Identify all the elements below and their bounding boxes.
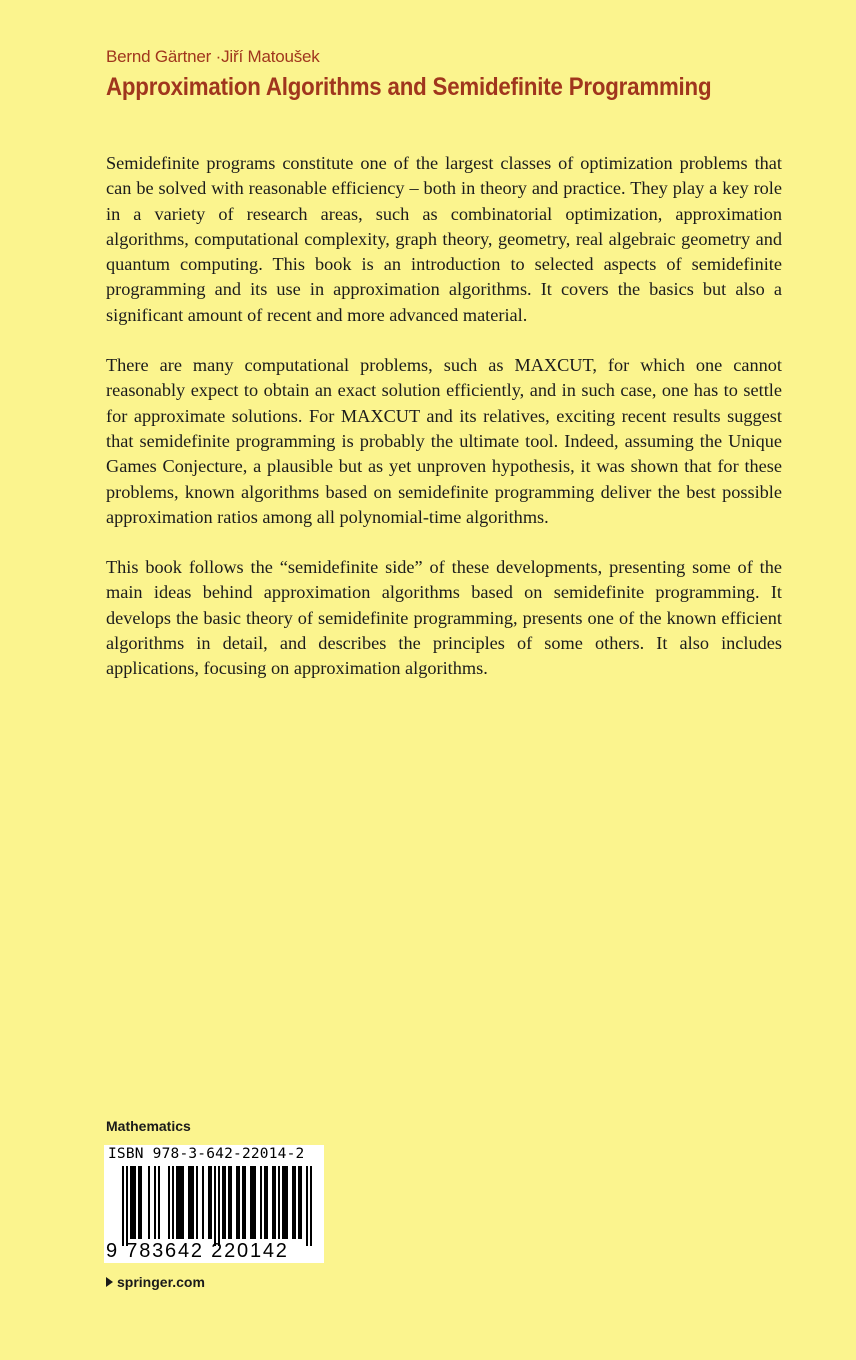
barcode-bar bbox=[238, 1166, 240, 1239]
barcode-bar bbox=[122, 1166, 124, 1246]
ean-digits: 9 783642 220142 bbox=[106, 1240, 289, 1262]
publisher-link-label: springer.com bbox=[117, 1274, 205, 1290]
barcode-bar bbox=[298, 1166, 300, 1239]
barcode-bar bbox=[158, 1166, 160, 1239]
barcode-bar bbox=[252, 1166, 254, 1239]
barcode-bar bbox=[286, 1166, 288, 1239]
barcode-bar bbox=[294, 1166, 296, 1239]
barcode-bar bbox=[292, 1166, 294, 1239]
author-names: Bernd Gärtner ·Jiří Matoušek bbox=[106, 47, 320, 66]
barcode-bar bbox=[214, 1166, 216, 1246]
publisher-link[interactable] bbox=[106, 1274, 205, 1290]
blurb-paragraph-3: This book follows the “semidefinite side” of these developments, presenting some of the main ideas behind approximation algorithms based on semidefinite programming. It develops the basic theory of semidefinite programming, presents one of the known efficient algorithms in detail, and describes the principles of some others. It also includes applications, focusing on approximation algorithms. bbox=[106, 557, 782, 679]
barcode-bar bbox=[134, 1166, 136, 1239]
barcode-bar bbox=[264, 1166, 266, 1239]
barcode-bar bbox=[192, 1166, 194, 1239]
barcode-bar bbox=[180, 1166, 182, 1239]
barcode-bar bbox=[250, 1166, 252, 1239]
barcode-bar bbox=[266, 1166, 268, 1239]
barcode-bar bbox=[154, 1166, 156, 1239]
barcode-bar bbox=[300, 1166, 302, 1239]
barcode-bar bbox=[278, 1166, 280, 1239]
barcode-bar bbox=[126, 1166, 128, 1246]
barcode-bar bbox=[140, 1166, 142, 1239]
barcode-bar bbox=[130, 1166, 132, 1239]
barcode-bar bbox=[176, 1166, 178, 1239]
blurb-text bbox=[106, 151, 782, 707]
subject-label: Mathematics bbox=[106, 1118, 191, 1134]
barcode-bar bbox=[284, 1166, 286, 1239]
barcode-bar bbox=[202, 1166, 204, 1239]
barcode-bar bbox=[282, 1166, 284, 1239]
barcode-bar bbox=[310, 1166, 312, 1246]
barcode-bar bbox=[168, 1166, 170, 1239]
barcode-bar bbox=[148, 1166, 150, 1239]
barcode-bar bbox=[210, 1166, 212, 1239]
barcode-bar bbox=[188, 1166, 190, 1239]
blurb-paragraph-2: There are many computational problems, such as MAXCUT, for which one cannot reasonably expect to obtain an exact solution efficiently, and in such case, one has to settle for approximate solutions. For MAXCUT and its relatives, exciting recent results suggest that semidefinite programming is probably the ultimate tool. Indeed, assuming the Unique Games Conjecture, a plausible but as yet unproven hypothesis, it was shown that for these problems, known algorithms based on semidefinite programming deliver the best possible approximation ratios among all polynomial-time algorithms. bbox=[106, 355, 782, 527]
barcode-bar bbox=[182, 1166, 184, 1239]
barcode-bar bbox=[172, 1166, 174, 1239]
barcode-bar bbox=[244, 1166, 246, 1239]
barcode-bar bbox=[228, 1166, 230, 1239]
book-title: Approximation Algorithms and Semidefinite Programming bbox=[106, 73, 712, 101]
barcode-bar bbox=[222, 1166, 224, 1239]
triangle-right-icon bbox=[106, 1277, 113, 1287]
barcode-bar bbox=[190, 1166, 192, 1239]
barcode-bar bbox=[224, 1166, 226, 1239]
barcode-bar bbox=[218, 1166, 220, 1246]
barcode-bar bbox=[236, 1166, 238, 1239]
barcode-bar bbox=[230, 1166, 232, 1239]
barcode-bar bbox=[178, 1166, 180, 1239]
barcode-bar bbox=[242, 1166, 244, 1239]
barcode-bar bbox=[272, 1166, 274, 1239]
barcode-bar bbox=[132, 1166, 134, 1239]
blurb-paragraph-1: Semidefinite programs constitute one of the largest classes of optimization problems that can be solved with reasonable efficiency – both in theory and practice. They play a key role in a variety of research areas, such as combinatorial optimization, approximation algorithms, computational complexity, graph theory, geometry, real algebraic geometry and quantum computing. This book is an introduction to selected aspects of semidefinite programming and its use in approximation algorithms. It covers the basics but also a significant amount of recent and more advanced material. bbox=[106, 153, 782, 325]
barcode-bar bbox=[306, 1166, 308, 1246]
barcode-block bbox=[104, 1145, 324, 1263]
barcode-bar bbox=[254, 1166, 256, 1239]
barcode-bar bbox=[274, 1166, 276, 1239]
isbn-text: ISBN 978-3-642-22014-2 bbox=[108, 1146, 305, 1162]
barcode-bar bbox=[138, 1166, 140, 1239]
barcode-bar bbox=[260, 1166, 262, 1239]
barcode-bar bbox=[208, 1166, 210, 1239]
barcode-bar bbox=[196, 1166, 198, 1239]
